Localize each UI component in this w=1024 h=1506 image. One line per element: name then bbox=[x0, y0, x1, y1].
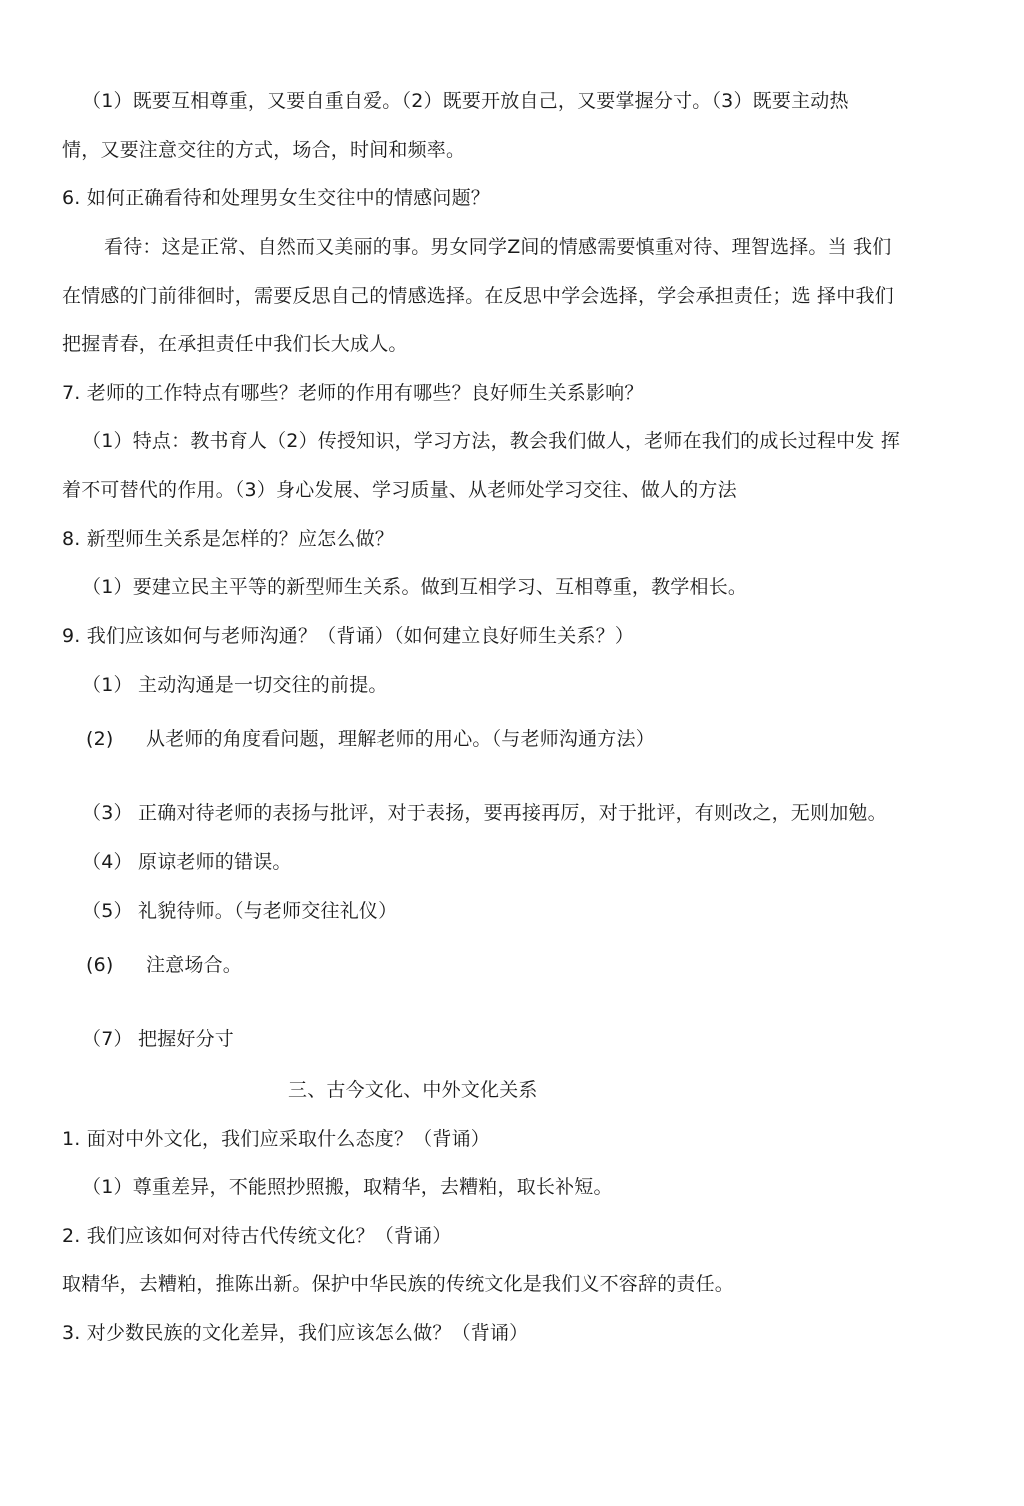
list-item-number: （1） bbox=[82, 674, 133, 696]
question-heading: 2. 我们应该如何对待古代传统文化？（背诵） bbox=[62, 1225, 452, 1247]
list-item bbox=[86, 726, 655, 752]
list-item bbox=[82, 672, 388, 698]
list-item-number: （7） bbox=[82, 1028, 133, 1050]
text-line: 情，又要注意交往的方式，场合，时间和频率。 bbox=[62, 139, 466, 161]
list-item bbox=[82, 800, 887, 826]
list-item-text: 主动沟通是一切交往的前提。 bbox=[138, 674, 388, 696]
question-heading: 7. 老师的工作特点有哪些？老师的作用有哪些？良好师生关系影响？ bbox=[62, 382, 644, 404]
question-heading: 6. 如何正确看待和处理男女生交往中的情感问题？ bbox=[62, 187, 490, 209]
list-item bbox=[82, 898, 397, 924]
text-line: （1）要建立民主平等的新型师生关系。做到互相学习、互相尊重，教学相长。 bbox=[82, 576, 748, 598]
list-item bbox=[82, 1026, 234, 1052]
list-item-text: 礼貌待师。（与老师交往礼仪） bbox=[138, 900, 398, 922]
list-item bbox=[82, 849, 292, 875]
list-item-number: (6) bbox=[86, 954, 114, 976]
text-line: 着不可替代的作用。（3）身心发展、学习质量、从老师处学习交往、做人的方法 bbox=[62, 479, 737, 501]
text-line: 把握青春，在承担责任中我们长大成人。 bbox=[62, 333, 408, 355]
text-line: （1）尊重差异，不能照抄照搬，取精华，去糟粕，取长补短。 bbox=[82, 1176, 613, 1198]
question-heading: 9. 我们应该如何与老师沟通？（背诵）（如何建立良好师生关系？） bbox=[62, 625, 635, 647]
text-line: 看待：这是正常、自然而又美丽的事。男女同学Z间的情感需要慎重对待、理智选择。当 我们 bbox=[104, 236, 892, 258]
list-item-text: 从老师的角度看问题，理解老师的用心。（与老师沟通方法） bbox=[146, 728, 655, 750]
question-heading: 3. 对少数民族的文化差异，我们应该怎么做？（背诵） bbox=[62, 1322, 529, 1344]
list-item-text: 注意场合。 bbox=[146, 954, 243, 976]
text-line: 取精华，去糟粕，推陈出新。保护中华民族的传统文化是我们义不容辞的责任。 bbox=[62, 1273, 735, 1295]
text-line: （1）特点：教书育人（2）传授知识，学习方法，教会我们做人，老师在我们的成长过程中发 挥 bbox=[82, 430, 901, 452]
question-heading: 1. 面对中外文化，我们应采取什么态度？（背诵） bbox=[62, 1128, 490, 1150]
list-item-number: （3） bbox=[82, 802, 133, 824]
list-item-number: （5） bbox=[82, 900, 133, 922]
list-item-text: 正确对待老师的表扬与批评，对于表扬，要再接再厉，对于批评，有则改之，无则加勉。 bbox=[138, 802, 887, 824]
section-title: 三、古今文化、中外文化关系 bbox=[288, 1079, 538, 1101]
list-item-number: （4） bbox=[82, 851, 133, 873]
text-line: 在情感的门前徘徊时，需要反思自己的情感选择。在反思中学会选择，学会承担责任；选 择中我们 bbox=[62, 285, 894, 307]
list-item-number: (2) bbox=[86, 728, 114, 750]
list-item bbox=[86, 952, 242, 978]
question-heading: 8. 新型师生关系是怎样的？应怎么做？ bbox=[62, 528, 394, 550]
list-item-text: 把握好分寸 bbox=[138, 1028, 235, 1050]
list-item-text: 原谅老师的错误。 bbox=[138, 851, 292, 873]
text-line: （1）既要互相尊重，又要自重自爱。（2）既要开放自己，又要掌握分寸。（3）既要主动热 bbox=[82, 90, 849, 112]
